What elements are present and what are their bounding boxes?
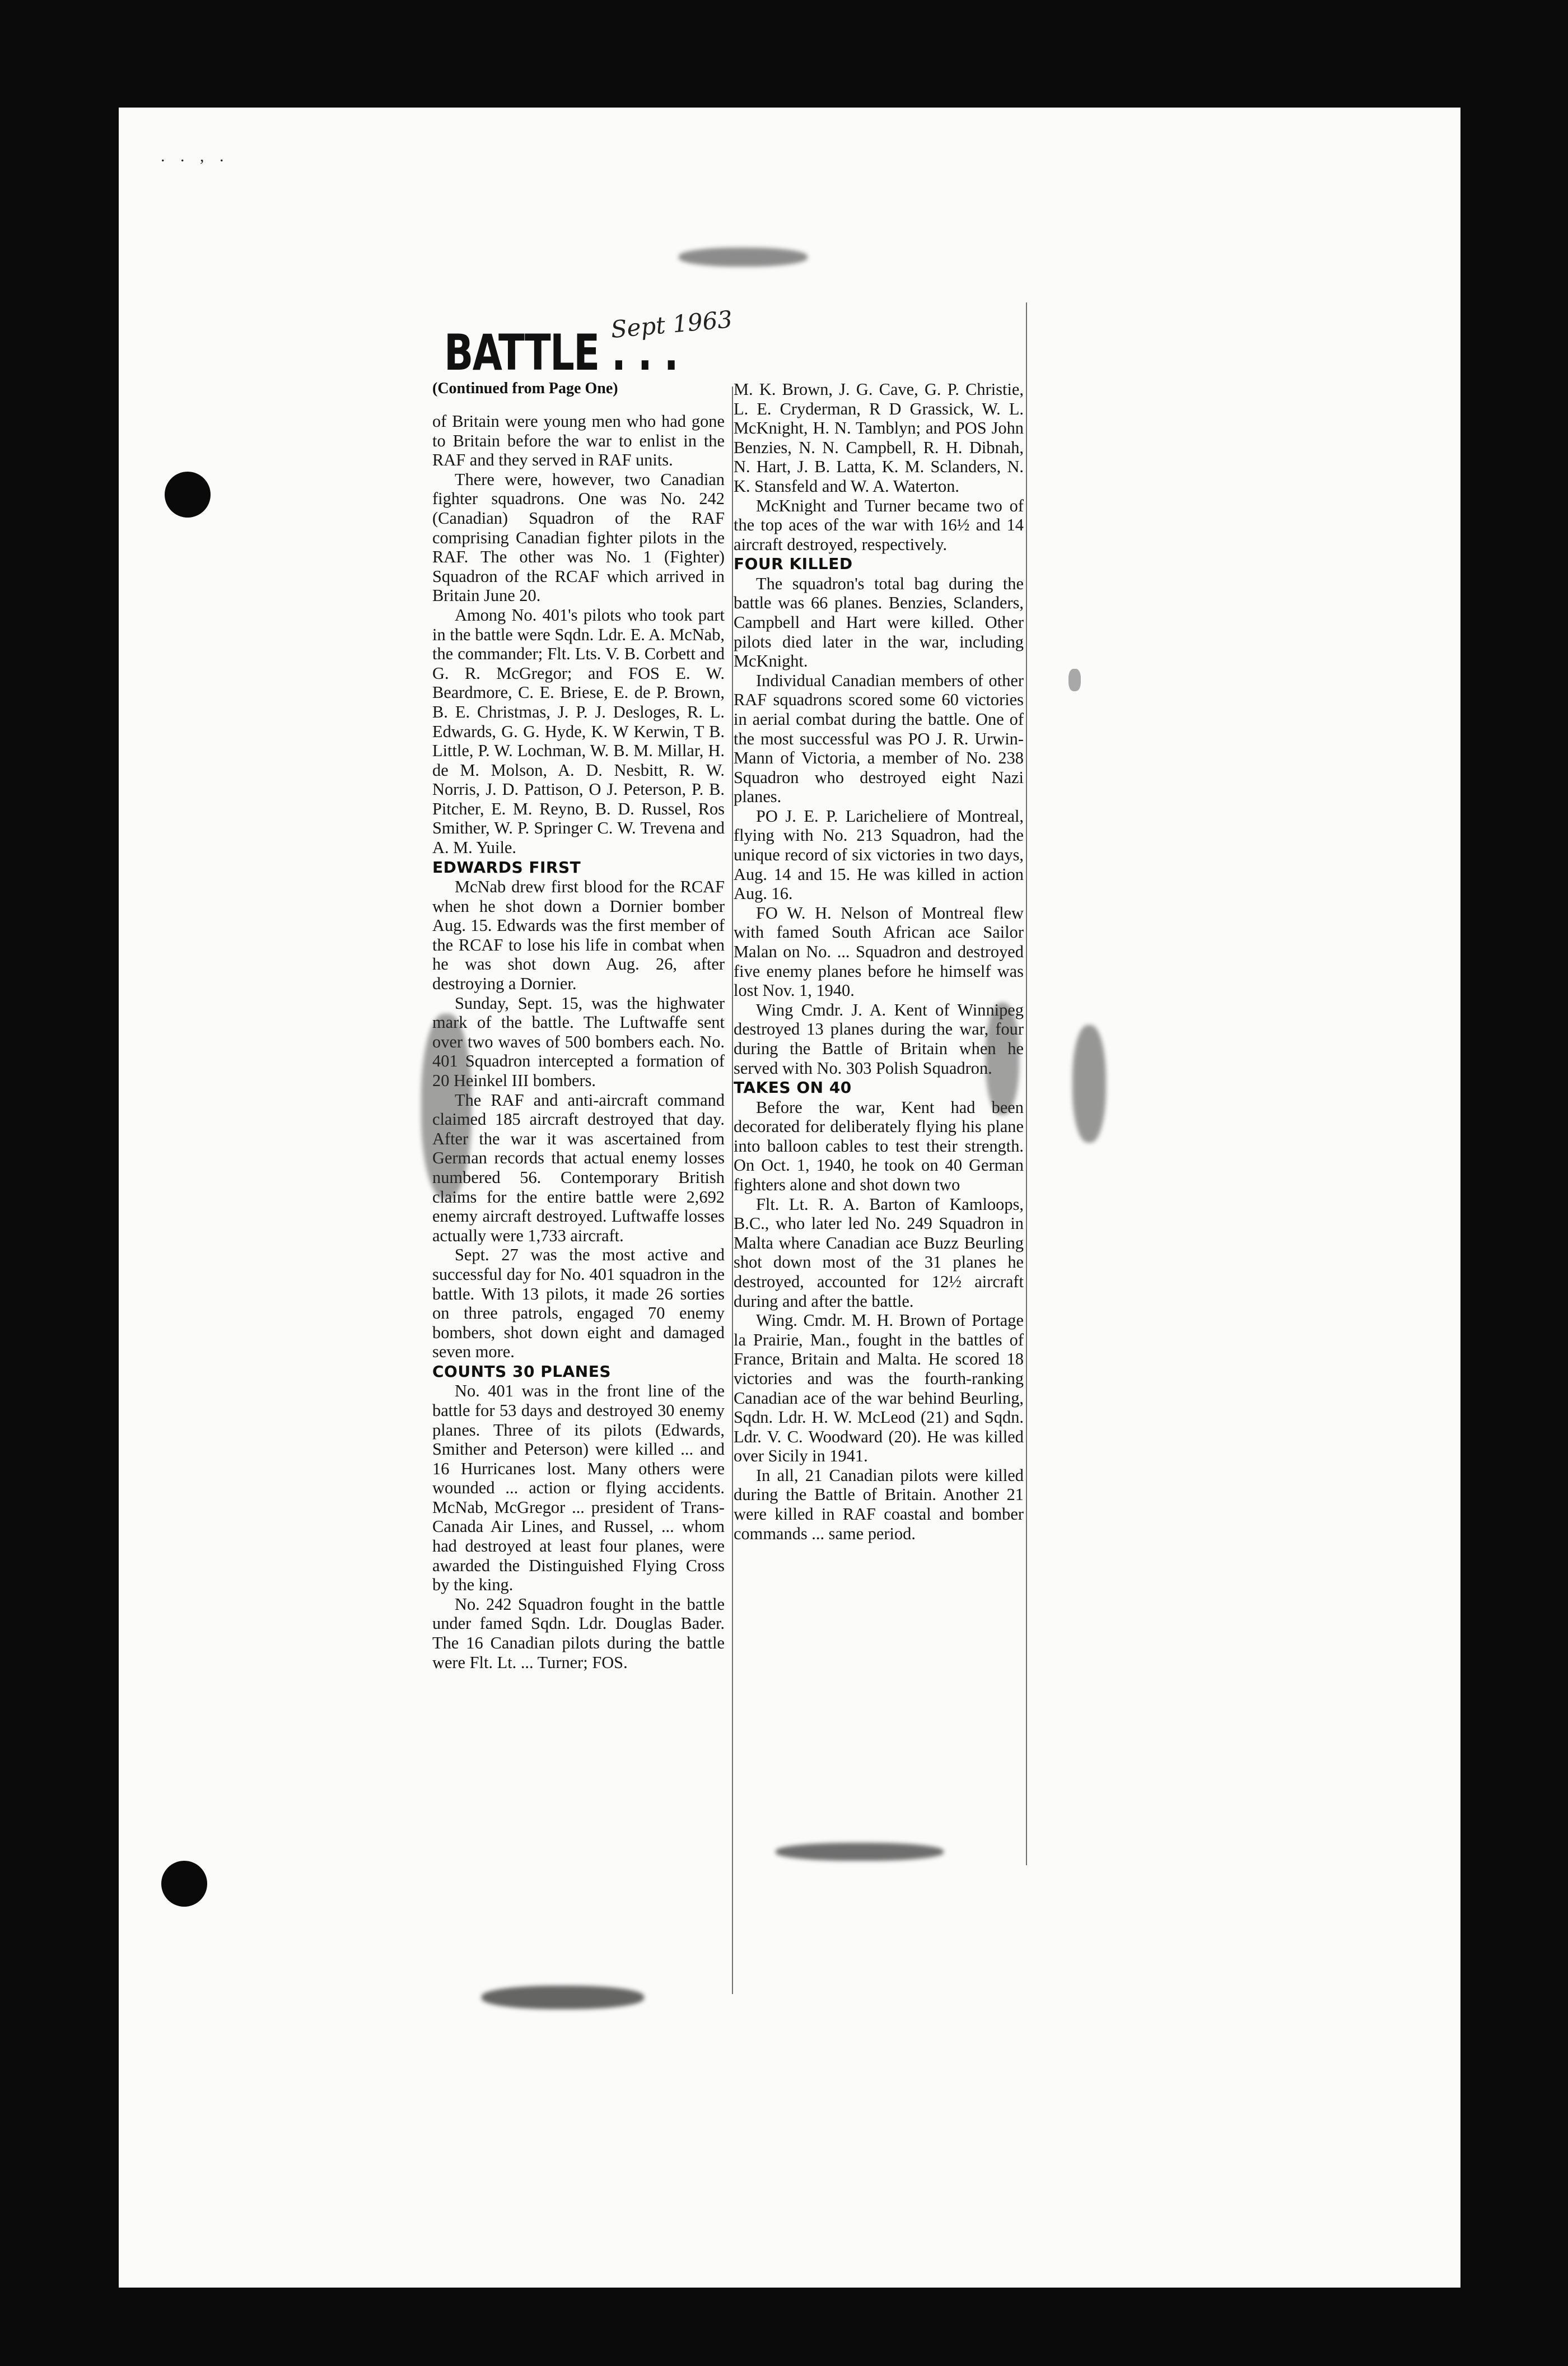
col1-paragraph: No. 401 was in the front line of the battle for 53 days and destroyed 30 enemy planes. Three of its pilots (Edwards, Smither and Peterson) were killed ... and 16 Hurricanes lost. Many others were wounded ... action or flying accidents. McNab, McGregor ... president of Trans-Canada Air Lines, and Russel, ... whom had destroyed at least four planes, were awarded the Distinguished Flying Cross by the king.: [432, 1381, 725, 1595]
col1-paragraph: No. 242 Squadron fought in the battle under famed Sqdn. Ldr. Douglas Bader. The 16 Canadian pilots during the battle were Flt. Lt. ... Turner; FOS.: [432, 1594, 725, 1672]
col1-paragraph: Sept. 27 was the most active and successful day for No. 401 squadron in the battle. With 13 pilots, it made 26 sorties on three patrols, engaged 70 enemy bombers, shot down eight and damaged seven more.: [432, 1245, 725, 1362]
speck-mark: [1068, 669, 1081, 691]
smudge-right-edge-1: [986, 1003, 1019, 1115]
corner-marks: . . , .: [161, 147, 230, 165]
col2-paragraph: PO J. E. P. Laricheliere of Montreal, flying with No. 213 Squadron, had the unique record of six victories in two days, Aug. 14 and 15. He was killed in action Aug. 16.: [734, 806, 1024, 903]
col1-paragraph: McNab drew first blood for the RCAF when he shot down a Dornier bomber Aug. 15. Edwards was the first member of the RCAF to lose his life in combat when he was shot down Aug. 26, after destroying a Dornier.: [432, 877, 725, 994]
col1-paragraph: There were, however, two Canadian fighter squadrons. One was No. 242 (Canadian) Squadron of the RAF comprising Canadian fighter pilots in the RAF. The other was No. 1 (Fighter) Squadron of the RCAF which arrived in Britain June 20.: [432, 469, 725, 606]
col2-paragraph: Before the war, Kent had been decorated for deliberately flying his plane into balloon cables to test their strength. On Oct. 1, 1940, he took on 40 German fighters alone and shot down two: [734, 1097, 1024, 1194]
col2-subhead-takes-on-40: TAKES ON 40: [734, 1078, 852, 1097]
column-divider: [732, 386, 733, 1994]
col2-paragraph: The squadron's total bag during the battle was 66 planes. Benzies, Sclanders, Campbell and Hart were killed. Other pilots died later in the war, including McKnight.: [734, 574, 1024, 671]
col2-paragraph: McKnight and Turner became two of the top aces of the war with 16½ and 14 aircraft destroyed, respectively.: [734, 496, 1024, 554]
col2-paragraph: In all, 21 Canadian pilots were killed during the Battle of Britain. Another 21 were killed in RAF coastal and bomber commands ... same period.: [734, 1465, 1024, 1543]
col2-paragraph: M. K. Brown, J. G. Cave, G. P. Christie, L. E. Cryderman, R D Grassick, W. L. McKnight, H. N. Tamblyn; and POS John Benzies, N. N. Campbell, R. H. Dibnah, N. Hart, J. B. Latta, K. M. Sclanders, N. K. Stansfeld and W. A. Waterton.: [734, 380, 1024, 496]
col2-paragraph: FO W. H. Nelson of Montreal flew with famed South African ace Sailor Malan on No. ... Squadron and destroyed five enemy planes before he himself was lost Nov. 1, 1940.: [734, 903, 1024, 1000]
col1-subhead-edwards-first: EDWARDS FIRST: [432, 858, 581, 877]
col1-paragraph: of Britain were young men who had gone to Britain before the war to enlist in the RAF and they served in RAF units.: [432, 412, 725, 470]
col1-paragraph: Sunday, Sept. 15, was the highwater mark of the battle. The Luftwaffe sent over two waves of 500 bombers each. No. 401 Squadron intercepted a formation of 20 Heinkel III bombers.: [432, 993, 725, 1090]
col1-subhead-counts-30-planes: COUNTS 30 PLANES: [432, 1362, 612, 1381]
headline-block: [438, 305, 774, 381]
clipping-right-edge: [1026, 302, 1027, 1865]
col2-paragraph: Wing Cmdr. J. A. Kent of Winnipeg destroyed 13 planes during the war, four during the Battle of Britain when he served with No. 303 Polish Squadron.: [734, 1000, 1024, 1078]
smudge-right-edge-2: [1072, 1025, 1106, 1143]
smudge-left-column: [421, 1014, 472, 1199]
col2-paragraph: Flt. Lt. R. A. Barton of Kamloops, B.C., who later led No. 249 Squadron in Malta where Canadian ace Buzz Beurling shot down most of the 31 planes he destroyed, accounted for 12½ aircraft during and after the battle.: [734, 1194, 1024, 1311]
headline: BATTLE . . .: [444, 324, 678, 381]
col2-subhead-four-killed: FOUR KILLED: [734, 555, 853, 574]
col2-paragraph: Individual Canadian members of other RAF squadrons scored some 60 victories in aerial combat during the battle. One of the most successful was PO J. R. Urwin-Mann of Victoria, a member of No. 238 Squadron who destroyed eight Nazi planes.: [734, 670, 1024, 807]
col2-paragraph: Wing. Cmdr. M. H. Brown of Portage la Prairie, Man., fought in the battles of France, Britain and Malta. He scored 18 victories and was the fourth-ranking Canadian ace of the war behind Beurling, Sqdn. Ldr. H. W. McLeod (21) and Sqdn. Ldr. V. C. Woodward (20). He was killed over Sicily in 1941.: [734, 1311, 1024, 1466]
continued-note: (Continued from Page One): [432, 380, 618, 397]
smudge-column2-bottom: [776, 1843, 944, 1861]
punch-hole-lower: [161, 1861, 207, 1907]
smudge-bottom: [482, 1986, 644, 2009]
column-1: [432, 412, 725, 2148]
punch-hole-upper: [165, 472, 211, 518]
col1-paragraph: The RAF and anti-aircraft command claimed 185 aircraft destroyed that day. After the war it was ascertained from German records that actual enemy losses numbered 56. Contemporary British claims for the entire battle were 2,692 enemy aircraft destroyed. Luftwaffe losses actually were 1,733 aircraft.: [432, 1090, 725, 1245]
handwritten-date: Sept 1963: [609, 305, 734, 343]
col1-paragraph: Among No. 401's pilots who took part in the battle were Sqdn. Ldr. E. A. McNab, the commander; Flt. Lts. V. B. Corbett and G. R. McGregor; and FOS E. W. Beardmore, C. E. Briese, E. de P. Brown, B. E. Christmas, J. P. J. Desloges, R. L. Edwards, G. G. Hyde, K. W Kerwin, T B. Little, P. W. Lochman, W. B. M. Millar, H. de M. Molson, A. D. Nesbitt, R. W. Norris, J. D. Pattison, O J. Peterson, P. B. Pitcher, E. M. Reyno, B. D. Russel, Ros Smither, W. P. Springer C. W. Trevena and A. M. Yuile.: [432, 605, 725, 858]
column-2: [734, 380, 1024, 1948]
